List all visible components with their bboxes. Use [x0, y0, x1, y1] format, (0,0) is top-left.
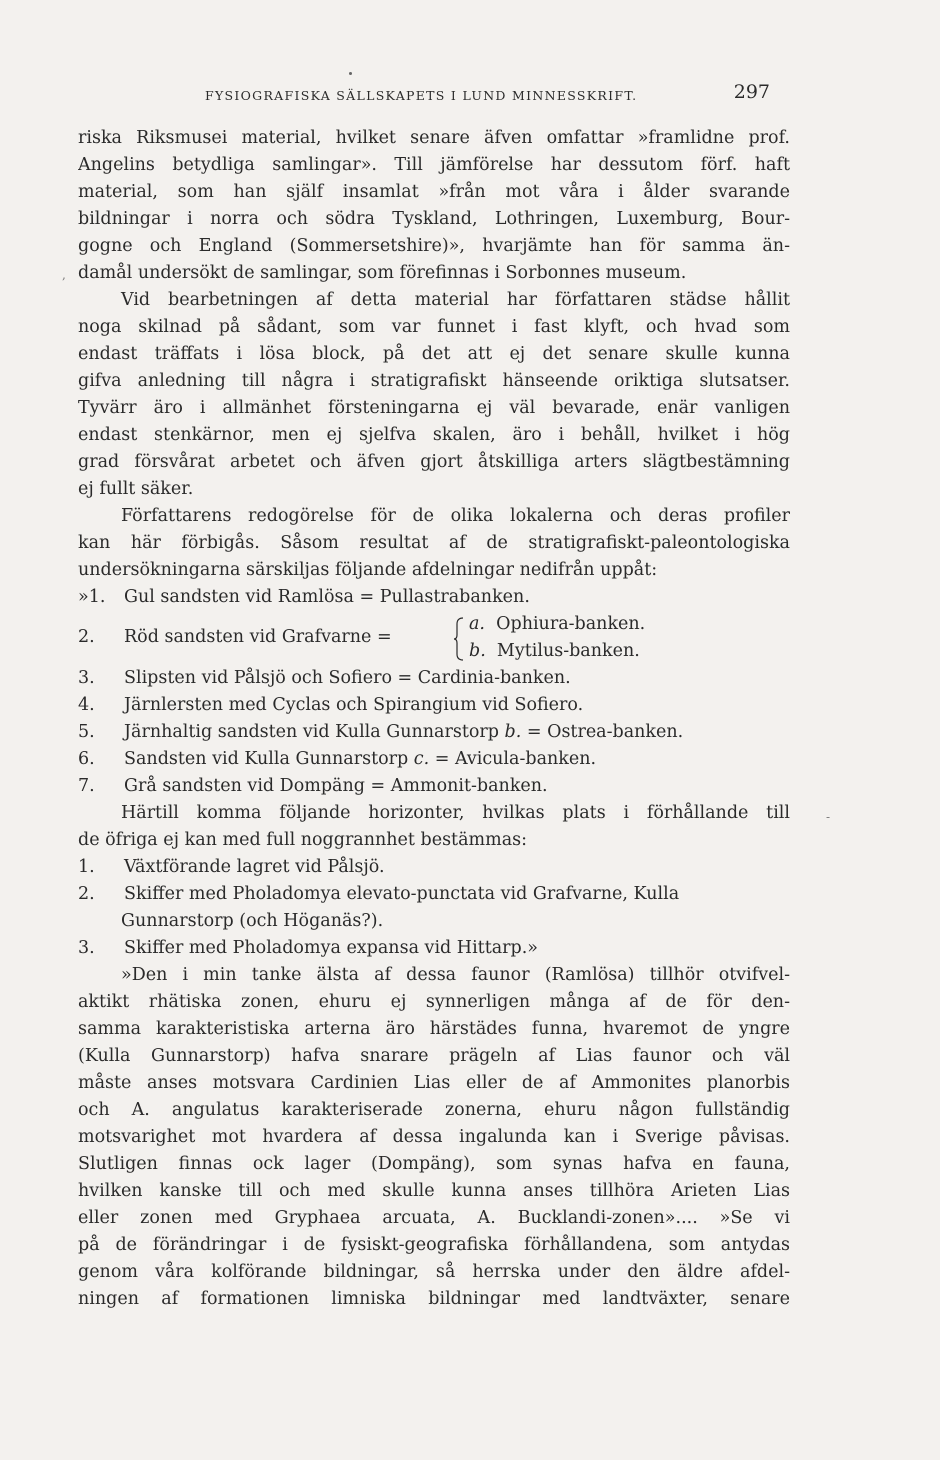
list-text: Grå sandsten vid Dompäng = Ammonit-banken. — [124, 776, 548, 796]
brace-option-b: b. Mytilus-banken. — [469, 641, 640, 661]
text-line: aktikt rhätiska zonen, ehuru ej synnerligen många af de för den- — [78, 992, 790, 1012]
margin-mark: - — [826, 810, 831, 824]
text-line: »Den i min tanke älsta af dessa faunor (Ramlösa) tillhör otvifvel- — [121, 965, 790, 985]
running-header — [205, 81, 770, 103]
text-line: de öfriga ej kan med full noggrannhet bestämmas: — [78, 830, 528, 850]
list-item — [78, 719, 790, 746]
list-number: »1. — [78, 587, 106, 607]
list-number: 2. — [78, 627, 95, 647]
list-number: 1. — [78, 857, 95, 877]
text-line: (Kulla Gunnarstorp) hafva snarare prägeln af Lias faunor och väl — [78, 1046, 790, 1066]
text-line: gogne och England (Sommersetshire)», hvarjämte han för samma än- — [78, 236, 790, 256]
list-number: 3. — [78, 668, 95, 688]
list-item — [78, 854, 790, 881]
list-item — [78, 881, 790, 908]
text-line: hvilken kanske till och med skulle kunna anses tillhöra Arieten Lias — [78, 1181, 790, 1201]
text-line: endast träffats i lösa block, på det att ej det senare skulle kunna — [78, 344, 790, 364]
text-line: Angelins betydliga samlingar». Till jämförelse har dessutom förf. haft — [78, 155, 790, 175]
running-title: FYSIOGRAFISKA SÄLLSKAPETS I LUND MINNESSKRIFT. — [205, 88, 638, 103]
list-item-braced — [78, 611, 790, 665]
list-number: 3. — [78, 938, 95, 958]
ink-speck — [349, 72, 352, 75]
text-line: Slutligen finnas ock lager (Dompäng), som synas hafva en fauna, — [78, 1154, 790, 1174]
list-item — [78, 584, 790, 611]
text-line: undersökningarna särskiljas följande afdelningar nedifrån uppåt: — [78, 560, 658, 580]
text-line: på de förändringar i de fysiskt-geografiska förhållandena, som antydas — [78, 1235, 790, 1255]
list-text: Växtförande lagret vid Pålsjö. — [124, 857, 385, 877]
curly-brace-icon — [453, 617, 465, 661]
list-text: Röd sandsten vid Grafvarne = — [124, 627, 392, 647]
text-line: noga skilnad på sådant, som var funnet i fast klyft, och hvad som — [78, 317, 790, 337]
list-number: 7. — [78, 776, 95, 796]
list-text: Slipsten vid Pålsjö och Sofiero = Cardinia-banken. — [124, 668, 571, 688]
text-line: motsvarighet mot hvardera af dessa ingalunda kan i Sverige påvisas. — [78, 1127, 790, 1147]
list-item — [78, 746, 790, 773]
list-text: = Ostrea-banken. — [521, 722, 684, 742]
text-line: endast stenkärnor, men ej sjelfva skalen, äro i behåll, hvilket i hög — [78, 425, 790, 445]
list-text: Sandsten vid Kulla Gunnarstorp — [124, 749, 414, 769]
text-line: eller zonen med Gryphaea arcuata, A. Bucklandi-zonen».... »Se vi — [78, 1208, 790, 1228]
list-number: 6. — [78, 749, 95, 769]
list-item — [78, 935, 790, 962]
list-text-italic: c. — [413, 749, 430, 769]
list-text: Järnhaltig sandsten vid Kulla Gunnarstorp — [124, 722, 505, 742]
list-item-continuation: Gunnarstorp (och Höganäs?). — [121, 911, 384, 931]
text-line: grad försvårat arbetet och äfven gjort åtskilliga arters slägtbestämning — [78, 452, 790, 472]
text-line: ningen af formationen limniska bildningar med landtväxter, senare — [78, 1289, 790, 1309]
text-line: riska Riksmusei material, hvilket senare äfven omfattar »framlidne prof. — [78, 128, 790, 148]
list-text: Gul sandsten vid Ramlösa = Pullastrabanken. — [124, 587, 530, 607]
list-text: Järnlersten med Cyclas och Spirangium vid Sofiero. — [124, 695, 584, 715]
brace-option-a: a. Ophiura-banken. — [469, 614, 646, 634]
text-line: Tyvärr äro i allmänhet försteningarna ej väl bevarade, enär vanligen — [78, 398, 790, 418]
text-line: ej fullt säker. — [78, 479, 194, 499]
text-line: material, som han själf insamlat »från mot våra i ålder svarande — [78, 182, 790, 202]
list-text: Skiffer med Pholadomya elevato-punctata vid Grafvarne, Kulla — [124, 884, 680, 904]
text-line: bildningar i norra och södra Tyskland, Lothringen, Luxemburg, Bour- — [78, 209, 790, 229]
text-line: Härtill komma följande horizonter, hvilkas plats i förhållande till — [121, 803, 790, 823]
text-line: Författarens redogörelse för de olika lokalerna och deras profiler — [121, 506, 790, 526]
text-line: Vid bearbetningen af detta material har författaren städse hållit — [121, 290, 790, 310]
body-text — [78, 125, 790, 1313]
text-line: och A. angulatus karakteriserade zonerna, ehuru någon fullständig — [78, 1100, 790, 1120]
list-item — [78, 692, 790, 719]
text-line: samma karakteristiska arterna äro härstädes funna, hvaremot de yngre — [78, 1019, 790, 1039]
page-number: 297 — [733, 81, 770, 103]
list-number: 4. — [78, 695, 95, 715]
list-text: = Avicula-banken. — [429, 749, 597, 769]
list-item — [78, 665, 790, 692]
margin-mark: , — [62, 268, 66, 282]
list-number: 2. — [78, 884, 95, 904]
text-line: gifva anledning till några i stratigrafiskt hänseende oriktiga slutsatser. — [78, 371, 790, 391]
list-text-italic: b. — [504, 722, 522, 742]
text-line: kan här förbigås. Såsom resultat af de stratigrafiskt-paleontologiska — [78, 533, 790, 553]
text-line: genom våra kolförande bildningar, så herrska under den äldre afdel- — [78, 1262, 790, 1282]
list-number: 5. — [78, 722, 95, 742]
text-line: damål undersökt de samlingar, som förefinnas i Sorbonnes museum. — [78, 263, 687, 283]
list-item — [78, 773, 790, 800]
list-text: Skiffer med Pholadomya expansa vid Hittarp.» — [124, 938, 539, 958]
text-line: måste anses motsvara Cardinien Lias eller de af Ammonites planorbis — [78, 1073, 790, 1093]
